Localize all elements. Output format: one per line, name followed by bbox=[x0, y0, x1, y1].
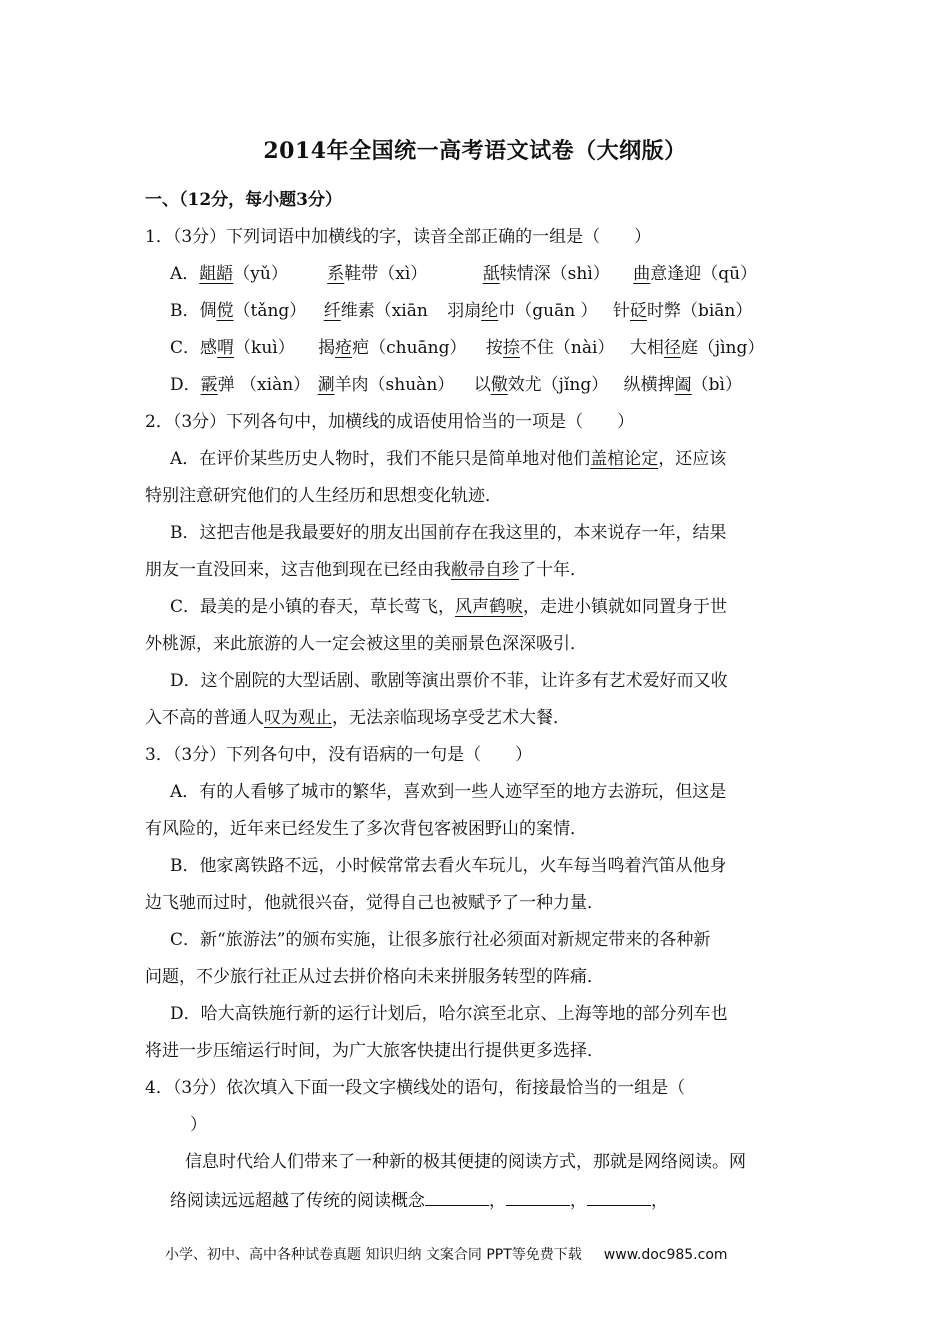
q2-option-b-line2 bbox=[145, 558, 587, 582]
underlined-char: 纤 bbox=[323, 301, 341, 321]
underlined-char: 霰 bbox=[200, 375, 218, 395]
word: 意逢迎（qū） bbox=[650, 264, 758, 284]
page-footer bbox=[165, 1244, 728, 1264]
q4-passage-line2 bbox=[170, 1187, 668, 1213]
word: 犊情深（shì） bbox=[499, 264, 610, 284]
question-2-stem: 2．（3分）下列各句中，加横线的成语使用恰当的一项是（ ） bbox=[145, 412, 635, 432]
q1-option-a bbox=[170, 262, 757, 286]
word: 纵横捭 bbox=[623, 375, 675, 395]
text: C．最美的是小镇的春天，草长莺飞， bbox=[170, 597, 456, 617]
word: 大相 bbox=[629, 338, 664, 358]
underlined-char: 径 bbox=[663, 338, 681, 358]
question-3-stem: 3．（3分）下列各句中，没有语病的一句是（ ） bbox=[145, 745, 533, 765]
text: 络阅读远远超越了传统的阅读概念 bbox=[170, 1191, 425, 1211]
word: 以 bbox=[473, 375, 491, 395]
q2-option-d-line1: D．这个剧院的大型话剧、歌剧等演出票价不菲，让许多有艺术爱好而又收 bbox=[170, 671, 728, 691]
punct: ， bbox=[651, 1191, 668, 1211]
question-4-stem-end: ） bbox=[190, 1115, 207, 1135]
text: ，还应该 bbox=[658, 449, 727, 469]
underlined-idiom: 叹为观止 bbox=[264, 708, 332, 728]
underlined-char: 系 bbox=[327, 264, 345, 284]
fill-blank-3 bbox=[587, 1187, 651, 1206]
word: 疤（chuāng） bbox=[352, 338, 467, 358]
word: 倜 bbox=[199, 301, 217, 321]
punct: ， bbox=[489, 1191, 506, 1211]
underlined-char: 曲 bbox=[633, 264, 651, 284]
q2-option-c-line1 bbox=[170, 595, 727, 619]
text: A．在评价某些历史人物时，我们不能只是简单地对他们 bbox=[170, 449, 591, 469]
page-title: 2014年全国统一高考语文试卷（大纲版） bbox=[263, 138, 687, 164]
q3-option-a-line1: A．有的人看够了城市的繁华，喜欢到一些人迹罕至的地方去游玩，但这是 bbox=[170, 782, 727, 802]
word: 效尤（jǐng） bbox=[507, 375, 609, 395]
q2-option-c-line2: 外桃源，来此旅游的人一定会被这里的美丽景色深深吸引． bbox=[145, 634, 587, 654]
word: 庭（jìng） bbox=[680, 338, 765, 358]
underlined-idiom: 风声鹤唳 bbox=[455, 597, 524, 617]
underlined-idiom: 盖棺论定 bbox=[590, 449, 659, 469]
underlined-char: 阖 bbox=[674, 375, 692, 395]
word: 揭 bbox=[318, 338, 336, 358]
underlined-char: 纶 bbox=[481, 301, 499, 321]
q1-option-c bbox=[170, 336, 764, 360]
q3-option-c-line2: 问题，不少旅行社正从过去拼价格向未来拼服务转型的阵痛． bbox=[145, 967, 604, 987]
footer-url[interactable]: www.doc985.com bbox=[603, 1247, 728, 1263]
q2-option-a-line1 bbox=[170, 447, 726, 471]
fill-blank-2 bbox=[506, 1187, 570, 1206]
text: 入不高的普通人 bbox=[145, 708, 264, 728]
word: 巾（guān ） bbox=[498, 301, 598, 321]
text: 了十年． bbox=[519, 560, 587, 580]
q1-option-b bbox=[170, 299, 752, 323]
word: 羽扇 bbox=[447, 301, 482, 321]
word: 不住（nài） bbox=[519, 338, 615, 358]
pinyin: （yǔ） bbox=[233, 264, 288, 284]
underlined-idiom: 敝帚自珍 bbox=[451, 560, 519, 580]
underlined-char: 儆 bbox=[490, 375, 508, 395]
word: 按 bbox=[485, 338, 503, 358]
underlined-char: 舐 bbox=[482, 264, 500, 284]
q4-passage-line1: 信息时代给人们带来了一种新的极其便捷的阅读方式，那就是网络阅读。网 bbox=[185, 1152, 746, 1172]
pinyin: （kuì） bbox=[234, 338, 295, 358]
q3-option-c-line1: C．新“旅游法”的颁布实施，让很多旅行社必须面对新规定带来的各种新 bbox=[170, 930, 711, 950]
word: 时弊（biān） bbox=[646, 301, 753, 321]
q3-option-d-line2: 将进一步压缩运行时间，为广大旅客快捷出行提供更多选择． bbox=[145, 1041, 604, 1061]
word: 鞋带（xì） bbox=[344, 264, 428, 284]
q3-option-b-line1: B．他家离铁路不远，小时候常常去看火车玩儿，火车每当鸣着汽笛从他身 bbox=[170, 856, 727, 876]
underlined-char: 涮 bbox=[317, 375, 335, 395]
underlined-char: 捺 bbox=[502, 338, 520, 358]
fill-blank-1 bbox=[425, 1187, 489, 1206]
underlined-char: 砭 bbox=[629, 301, 647, 321]
question-4-stem: 4．（3分）依次填入下面一段文字横线处的语句，衔接最恰当的一组是（ bbox=[145, 1078, 686, 1098]
word: 弹 （xiàn） bbox=[217, 375, 311, 395]
option-label: D． bbox=[170, 375, 201, 395]
question-1-stem: 1．（3分）下列词语中加横线的字，读音全部正确的一组是（ ） bbox=[145, 227, 652, 247]
q1-option-d bbox=[170, 373, 742, 397]
word: 羊肉（shuàn） bbox=[334, 375, 455, 395]
footer-text: 小学、初中、高中各种试卷真题 知识归纳 文案合同 PPT等免费下载 bbox=[165, 1247, 582, 1263]
q3-option-d-line1: D．哈大高铁施行新的运行计划后，哈尔滨至北京、上海等地的部分列车也 bbox=[170, 1004, 728, 1024]
section-heading: 一、（12分，每小题3分） bbox=[145, 190, 342, 210]
text: ，走进小镇就如同置身于世 bbox=[523, 597, 728, 617]
q3-option-b-line2: 边飞驰而过时，他就很兴奋，觉得自己也被赋予了一种力量． bbox=[145, 893, 604, 913]
punct: ， bbox=[570, 1191, 587, 1211]
text: 朋友一直没回来，这吉他到现在已经由我 bbox=[145, 560, 451, 580]
option-label: B． bbox=[170, 301, 200, 321]
underlined-char: 疮 bbox=[335, 338, 353, 358]
word: 感 bbox=[200, 338, 218, 358]
option-label: A． bbox=[170, 264, 200, 284]
pinyin: （tǎng） bbox=[233, 301, 307, 321]
underlined-char: 傥 bbox=[216, 301, 234, 321]
q2-option-a-line2: 特别注意研究他们的人生经历和思想变化轨迹． bbox=[145, 486, 502, 506]
option-label: C． bbox=[170, 338, 201, 358]
word: 维素（xiān bbox=[340, 301, 428, 321]
word: （bì） bbox=[691, 375, 742, 395]
underlined-char: 喟 bbox=[217, 338, 235, 358]
q2-option-b-line1: B．这把吉他是我最要好的朋友出国前存在我这里的，本来说存一年，结果 bbox=[170, 523, 727, 543]
word: 针 bbox=[612, 301, 630, 321]
q3-option-a-line2: 有风险的，近年来已经发生了多次背包客被困野山的案情． bbox=[145, 819, 587, 839]
q2-option-d-line2 bbox=[145, 706, 570, 730]
text: ，无法亲临现场享受艺术大餐． bbox=[332, 708, 570, 728]
underlined-char: 龃龉 bbox=[199, 264, 234, 284]
